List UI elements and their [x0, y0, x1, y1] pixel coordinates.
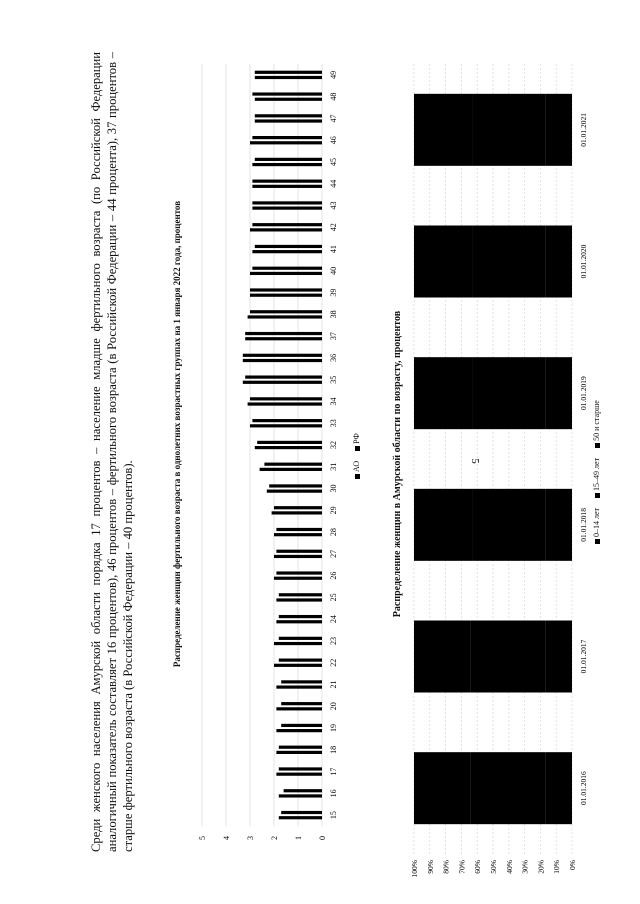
chart1-bar: [255, 446, 322, 449]
chart1-bar: [264, 463, 322, 466]
chart1-bar: [279, 746, 322, 749]
age-distribution-chart: [192, 44, 352, 864]
legend-swatch-15-49: [595, 493, 600, 498]
chart1-x-tick: 27: [329, 549, 338, 558]
chart1-bar: [252, 250, 322, 253]
chart1-y-tick: 1: [294, 836, 303, 840]
chart1-bar: [279, 794, 322, 797]
chart1-bar: [245, 375, 322, 378]
chart1-x-tick: 42: [329, 223, 338, 232]
chart2-y-tick: 30%: [520, 860, 530, 874]
chart1-bar: [252, 92, 322, 95]
chart1-bar: [257, 441, 322, 444]
page-number: 5: [468, 458, 481, 464]
chart2-bar-segment: [545, 752, 572, 824]
chart2-bar-segment: [545, 226, 572, 298]
chart1-legend: [352, 425, 361, 479]
chart1-bar: [252, 419, 322, 422]
chart1-bar: [248, 315, 322, 318]
legend-label-ao: АО: [352, 460, 361, 472]
women-by-age-stacked-chart: [402, 54, 600, 894]
chart1-bar: [276, 751, 322, 754]
chart2-y-tick: 10%: [552, 860, 562, 874]
chart1-bar: [274, 664, 322, 667]
chart1-bar: [272, 511, 322, 514]
chart1-bar: [274, 555, 322, 558]
chart1-x-tick: 17: [329, 767, 338, 776]
chart1-bar: [252, 185, 322, 188]
chart1-bar: [279, 637, 322, 640]
chart1-x-tick: 20: [329, 702, 338, 711]
chart2-bar-segment: [414, 752, 471, 824]
chart1-x-tick: 36: [329, 353, 338, 362]
chart2-bar-segment: [472, 94, 545, 166]
chart2-bar-segment: [545, 489, 572, 561]
legend-label-rf: РФ: [352, 433, 361, 444]
chart2-bar-segment: [472, 226, 545, 298]
chart1-bar: [276, 571, 322, 574]
chart1-bar: [281, 702, 322, 705]
legend-swatch-ao: [355, 474, 360, 479]
chart1-x-tick: 22: [329, 658, 338, 667]
chart1-bar: [243, 354, 322, 357]
chart1-y-tick: 2: [270, 836, 279, 840]
chart1-bar: [245, 332, 322, 335]
chart1-x-tick: 19: [329, 724, 338, 733]
chart1-x-tick: 43: [329, 201, 338, 210]
chart2-bar-segment: [545, 94, 572, 166]
chart1-x-tick: 15: [329, 811, 338, 820]
chart1-x-tick: 47: [329, 114, 338, 123]
chart1-bar: [252, 163, 322, 166]
chart1-bar: [276, 528, 322, 531]
chart2-x-tick: 01.01.2021: [579, 112, 588, 147]
chart1-y-tick: 0: [318, 836, 327, 840]
chart1-bar: [252, 136, 322, 139]
chart1-bar: [269, 484, 322, 487]
chart2-x-tick: 01.01.2016: [579, 771, 588, 806]
chart1-bar: [250, 310, 322, 313]
chart1-bar: [281, 811, 322, 814]
legend-label-50-plus: 50 и старше: [592, 400, 601, 441]
chart1-bar: [260, 468, 322, 471]
chart2-bar-segment: [414, 357, 472, 429]
chart2-y-tick: 0%: [568, 860, 577, 870]
chart1-bar: [255, 76, 322, 79]
chart2-bar-segment: [414, 489, 472, 561]
chart2-y-tick: 20%: [536, 860, 546, 874]
chart1-x-tick: 31: [329, 462, 338, 471]
chart1-bar: [252, 180, 322, 183]
chart2-x-tick: 01.01.2019: [579, 376, 588, 411]
chart1-x-tick: 24: [329, 615, 338, 624]
chart1-x-tick: 39: [329, 288, 338, 297]
chart1-title: Распределение женщин фертильного возраста в однолетних возрастных группах на 1 января 2022 года, процентов: [172, 200, 182, 668]
chart1-x-tick: 30: [329, 484, 338, 493]
chart1-bar: [281, 680, 322, 683]
chart1-x-tick: 21: [329, 680, 338, 689]
chart2-y-tick: 100%: [410, 860, 419, 878]
legend-label-15-49: 15–49 лет: [592, 457, 601, 491]
chart1-x-tick: 44: [329, 179, 338, 188]
legend-swatch-rf: [355, 446, 360, 451]
chart2-x-tick: 01.01.2018: [579, 507, 588, 542]
chart2-y-tick: 60%: [473, 860, 483, 874]
chart1-y-tick: 5: [198, 836, 207, 840]
chart2-bar-segment: [472, 357, 545, 429]
chart1-bar: [276, 620, 322, 623]
chart1-bar: [252, 223, 322, 226]
chart2-bar-segment: [414, 94, 472, 166]
chart1-bar: [276, 685, 322, 688]
legend-item-50-plus: [592, 400, 601, 448]
chart1-x-tick: 34: [329, 397, 338, 406]
chart1-x-tick: 38: [329, 310, 338, 319]
legend-swatch-0-14: [595, 539, 600, 544]
chart1-x-tick: 33: [329, 419, 338, 428]
chart2-y-tick: 50%: [489, 860, 498, 874]
chart1-bar: [250, 272, 322, 275]
chart2-y-tick: 90%: [425, 860, 435, 874]
chart1-bar: [250, 294, 322, 297]
chart1-x-tick: 46: [329, 136, 338, 145]
chart1-y-tick: 3: [246, 836, 255, 840]
chart2-bar-segment: [545, 621, 572, 693]
chart1-bar: [274, 533, 322, 536]
chart1-x-tick: 45: [329, 157, 338, 166]
chart1-bar: [267, 490, 322, 493]
chart1-bar: [284, 789, 322, 792]
chart2-y-tick: 70%: [457, 860, 467, 874]
chart1-x-tick: 16: [329, 789, 338, 798]
chart2-bar-segment: [471, 621, 545, 693]
chart1-y-tick: 4: [222, 836, 231, 840]
chart1-bar: [243, 359, 322, 362]
chart1-x-tick: 32: [329, 441, 338, 449]
chart1-x-tick: 48: [329, 92, 338, 101]
chart1-bar: [252, 201, 322, 204]
chart2-x-tick: 01.01.2020: [579, 244, 588, 279]
chart1-bar: [276, 550, 322, 553]
legend-item-0-14: [592, 508, 601, 544]
legend-item-ao: [352, 461, 361, 479]
chart1-bar: [274, 577, 322, 580]
chart1-x-tick: 29: [329, 506, 338, 515]
chart2-title: Распределение женщин в Амурской области по возрасту, процентов: [392, 310, 403, 618]
chart2-x-tick: 01.01.2017: [579, 639, 588, 674]
chart1-bar: [250, 288, 322, 291]
chart1-x-tick: 37: [329, 332, 338, 341]
legend-item-rf: [352, 433, 361, 451]
chart1-x-tick: 25: [329, 593, 338, 602]
chart1-bar: [279, 593, 322, 596]
legend-label-0-14: 0–14 лет: [592, 507, 601, 537]
chart1-x-tick: 49: [329, 70, 338, 79]
chart1-bar: [276, 773, 322, 776]
chart1-bar: [276, 729, 322, 732]
chart1-bar: [250, 424, 322, 427]
legend-swatch-50-plus: [595, 443, 600, 448]
chart1-bar: [255, 98, 322, 101]
chart1-bar: [252, 267, 322, 270]
chart1-bar: [252, 207, 322, 210]
chart1-bar: [279, 816, 322, 819]
chart1-bar: [281, 724, 322, 727]
chart1-bar: [276, 598, 322, 601]
chart1-bar: [276, 707, 322, 710]
chart1-bar: [279, 659, 322, 662]
chart1-bar: [274, 642, 322, 645]
legend-item-15-49: [592, 458, 601, 498]
chart1-bar: [250, 141, 322, 144]
chart2-bar-segment: [414, 226, 472, 298]
chart1-bar: [255, 119, 322, 122]
chart1-bar: [255, 158, 322, 161]
chart2-y-tick: 80%: [441, 860, 451, 874]
chart1-bar: [279, 767, 322, 770]
chart2-bar-segment: [414, 621, 471, 693]
chart1-x-tick: 35: [329, 375, 338, 384]
chart2-legend: [592, 392, 601, 544]
chart1-bar: [255, 71, 322, 74]
chart1-x-tick: 23: [329, 636, 338, 645]
chart1-x-tick: 26: [329, 571, 338, 580]
chart2-bar-segment: [471, 752, 545, 824]
chart1-x-tick: 41: [329, 245, 338, 254]
chart1-bar: [250, 228, 322, 231]
chart1-x-tick: 40: [329, 266, 338, 275]
chart2-bar-segment: [545, 357, 572, 429]
chart2-y-tick: 40%: [504, 860, 514, 874]
chart1-bar: [255, 245, 322, 248]
chart2-bar-segment: [472, 489, 545, 561]
chart1-x-tick: 28: [329, 528, 338, 537]
chart1-bar: [248, 402, 322, 405]
chart1-x-tick: 18: [329, 745, 338, 754]
chart1-bar: [250, 397, 322, 400]
body-paragraph: Среди женского населения Амурской области порядка 17 процентов – население младше фертильного возраста (по Российской Федерации аналогичный показатель составляет 16 процентов), 46 процентов – фертильного возраста (в Российской Федерации – 44 процента), 37 процентов – старше фертильного возраста (в Российской Федерации – 40 процентов).: [89, 52, 135, 852]
chart1-bar: [245, 337, 322, 340]
chart1-bar: [274, 506, 322, 509]
chart1-bar: [243, 381, 322, 384]
chart1-bar: [279, 615, 322, 618]
chart1-bar: [255, 114, 322, 117]
